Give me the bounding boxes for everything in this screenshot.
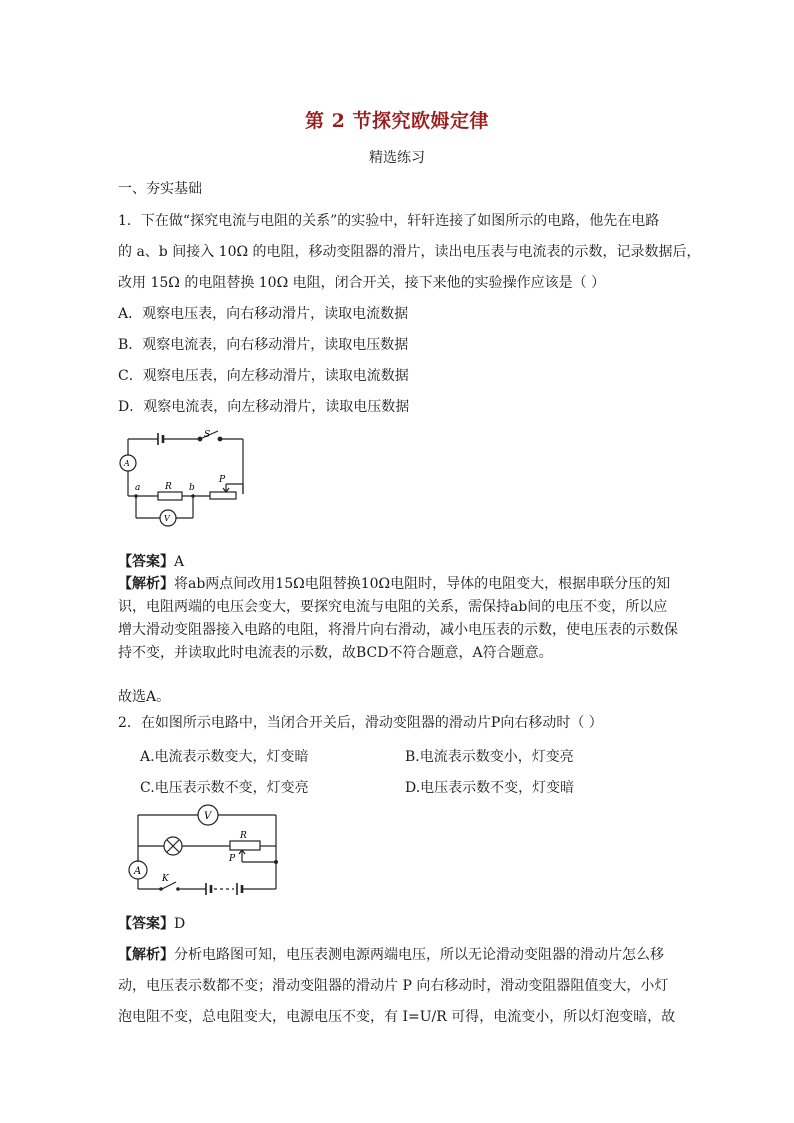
page-subtitle: 精选练习 xyxy=(369,150,425,166)
q1-analysis-tag: 【解析】 xyxy=(118,576,174,592)
q1-answer-tag: 【答案】 xyxy=(118,554,174,570)
q1-circuit-diagram xyxy=(118,426,253,530)
q2-analysis-tag: 【解析】 xyxy=(118,947,174,963)
q1-option-b: B．观察电流表，向右移动滑片，读取电压数据 xyxy=(118,337,409,353)
page-title: 第 2 节探究欧姆定律 xyxy=(305,110,489,132)
q2-rheostat xyxy=(230,841,260,850)
q1-analysis xyxy=(118,573,678,665)
q2-analysis-text-1: 分析电路图可知，电压表测电源两端电压，所以无论滑动变阻器的滑动片怎么移 xyxy=(174,947,664,963)
q1-label-s: S xyxy=(204,430,211,440)
q1-label-a-meter: A xyxy=(124,459,130,468)
q1-label-b: b xyxy=(189,483,195,493)
q1-analysis-text: 将ab两点间改用15Ω电阻替换10Ω电阻时，导体的电阻变大，根据串联分压的知识，电阻两端的电压会变大，要探究电流与电阻的关系，需保持ab间的电压不变，所以应增大滑动变阻器接入电路的电阻，将滑片向右滑动，减小电压表的示数，使电压表的示数保持不变，并读取此时电流表的示数，故BCD不符合题意，A符合题意。 xyxy=(118,576,678,661)
q1-label-a: a xyxy=(135,483,141,493)
q2-option-a: A.电流表示数变大，灯变暗 xyxy=(140,749,309,765)
q2-analysis-line-2: 动，电压表示数都不变；滑动变阻器的滑动片 P 向右移动时，滑动变阻器阻值变大，小灯 xyxy=(118,978,669,994)
q2-answer-tag: 【答案】 xyxy=(118,916,174,932)
section-heading: 一、夯实基础 xyxy=(118,181,202,197)
q2-answer-value: D xyxy=(174,916,186,932)
q2-label-p: P xyxy=(229,854,236,864)
q1-resistor-r xyxy=(158,492,182,500)
q1-label-v: V xyxy=(164,514,170,523)
q2-option-b: B.电流表示数变小，灯变亮 xyxy=(405,749,574,765)
q2-label-a: A xyxy=(134,866,142,877)
q1-option-d: D．观察电流表，向左移动滑片，读取电压数据 xyxy=(118,399,410,415)
q2-option-c: C.电压表示数不变，灯变亮 xyxy=(140,780,309,796)
q2-analysis-line-1 xyxy=(118,944,664,964)
q2-option-d: D.电压表示数不变，灯变暗 xyxy=(405,780,575,796)
q1-label-r: R xyxy=(165,482,172,492)
q1-answer xyxy=(118,551,184,571)
q1-label-p: P xyxy=(219,475,226,485)
q1-stem-line-3: 改用 15Ω 的电阻替换 10Ω 电阻，闭合开关，接下来他的实验操作应该是（ ） xyxy=(118,275,606,291)
q1-rheostat xyxy=(210,492,236,499)
q1-answer-value: A xyxy=(174,554,185,570)
q2-label-k: K xyxy=(162,874,169,884)
q2-circuit-diagram xyxy=(118,804,283,896)
q1-option-a: A．观察电压表，向右移动滑片，读取电流数据 xyxy=(118,306,409,322)
q1-stem-line-1: 1．下在做“探究电流与电阻的关系”的实验中，轩轩连接了如图所示的电路，他先在电路 xyxy=(118,213,660,229)
q1-conclusion: 故选A。 xyxy=(118,689,171,705)
q2-label-v: V xyxy=(204,811,212,822)
q1-stem-line-2: 的 a、b 间接入 10Ω 的电阻，移动变阻器的滑片，读出电压表与电流表的示数，记录数据后， xyxy=(118,244,701,260)
q2-label-r: R xyxy=(240,831,247,841)
q2-answer xyxy=(118,913,185,933)
q2-stem: 2．在如图所示电路中，当闭合开关后，滑动变阻器的滑动片P向右移动时（ ） xyxy=(118,715,603,731)
q2-analysis-line-3: 泡电阻不变，总电阻变大，电源电压不变，有 I=U/R 可得，电流变小，所以灯泡变暗，故 xyxy=(118,1009,676,1025)
q1-option-c: C．观察电压表，向左移动滑片，读取电流数据 xyxy=(118,368,409,384)
